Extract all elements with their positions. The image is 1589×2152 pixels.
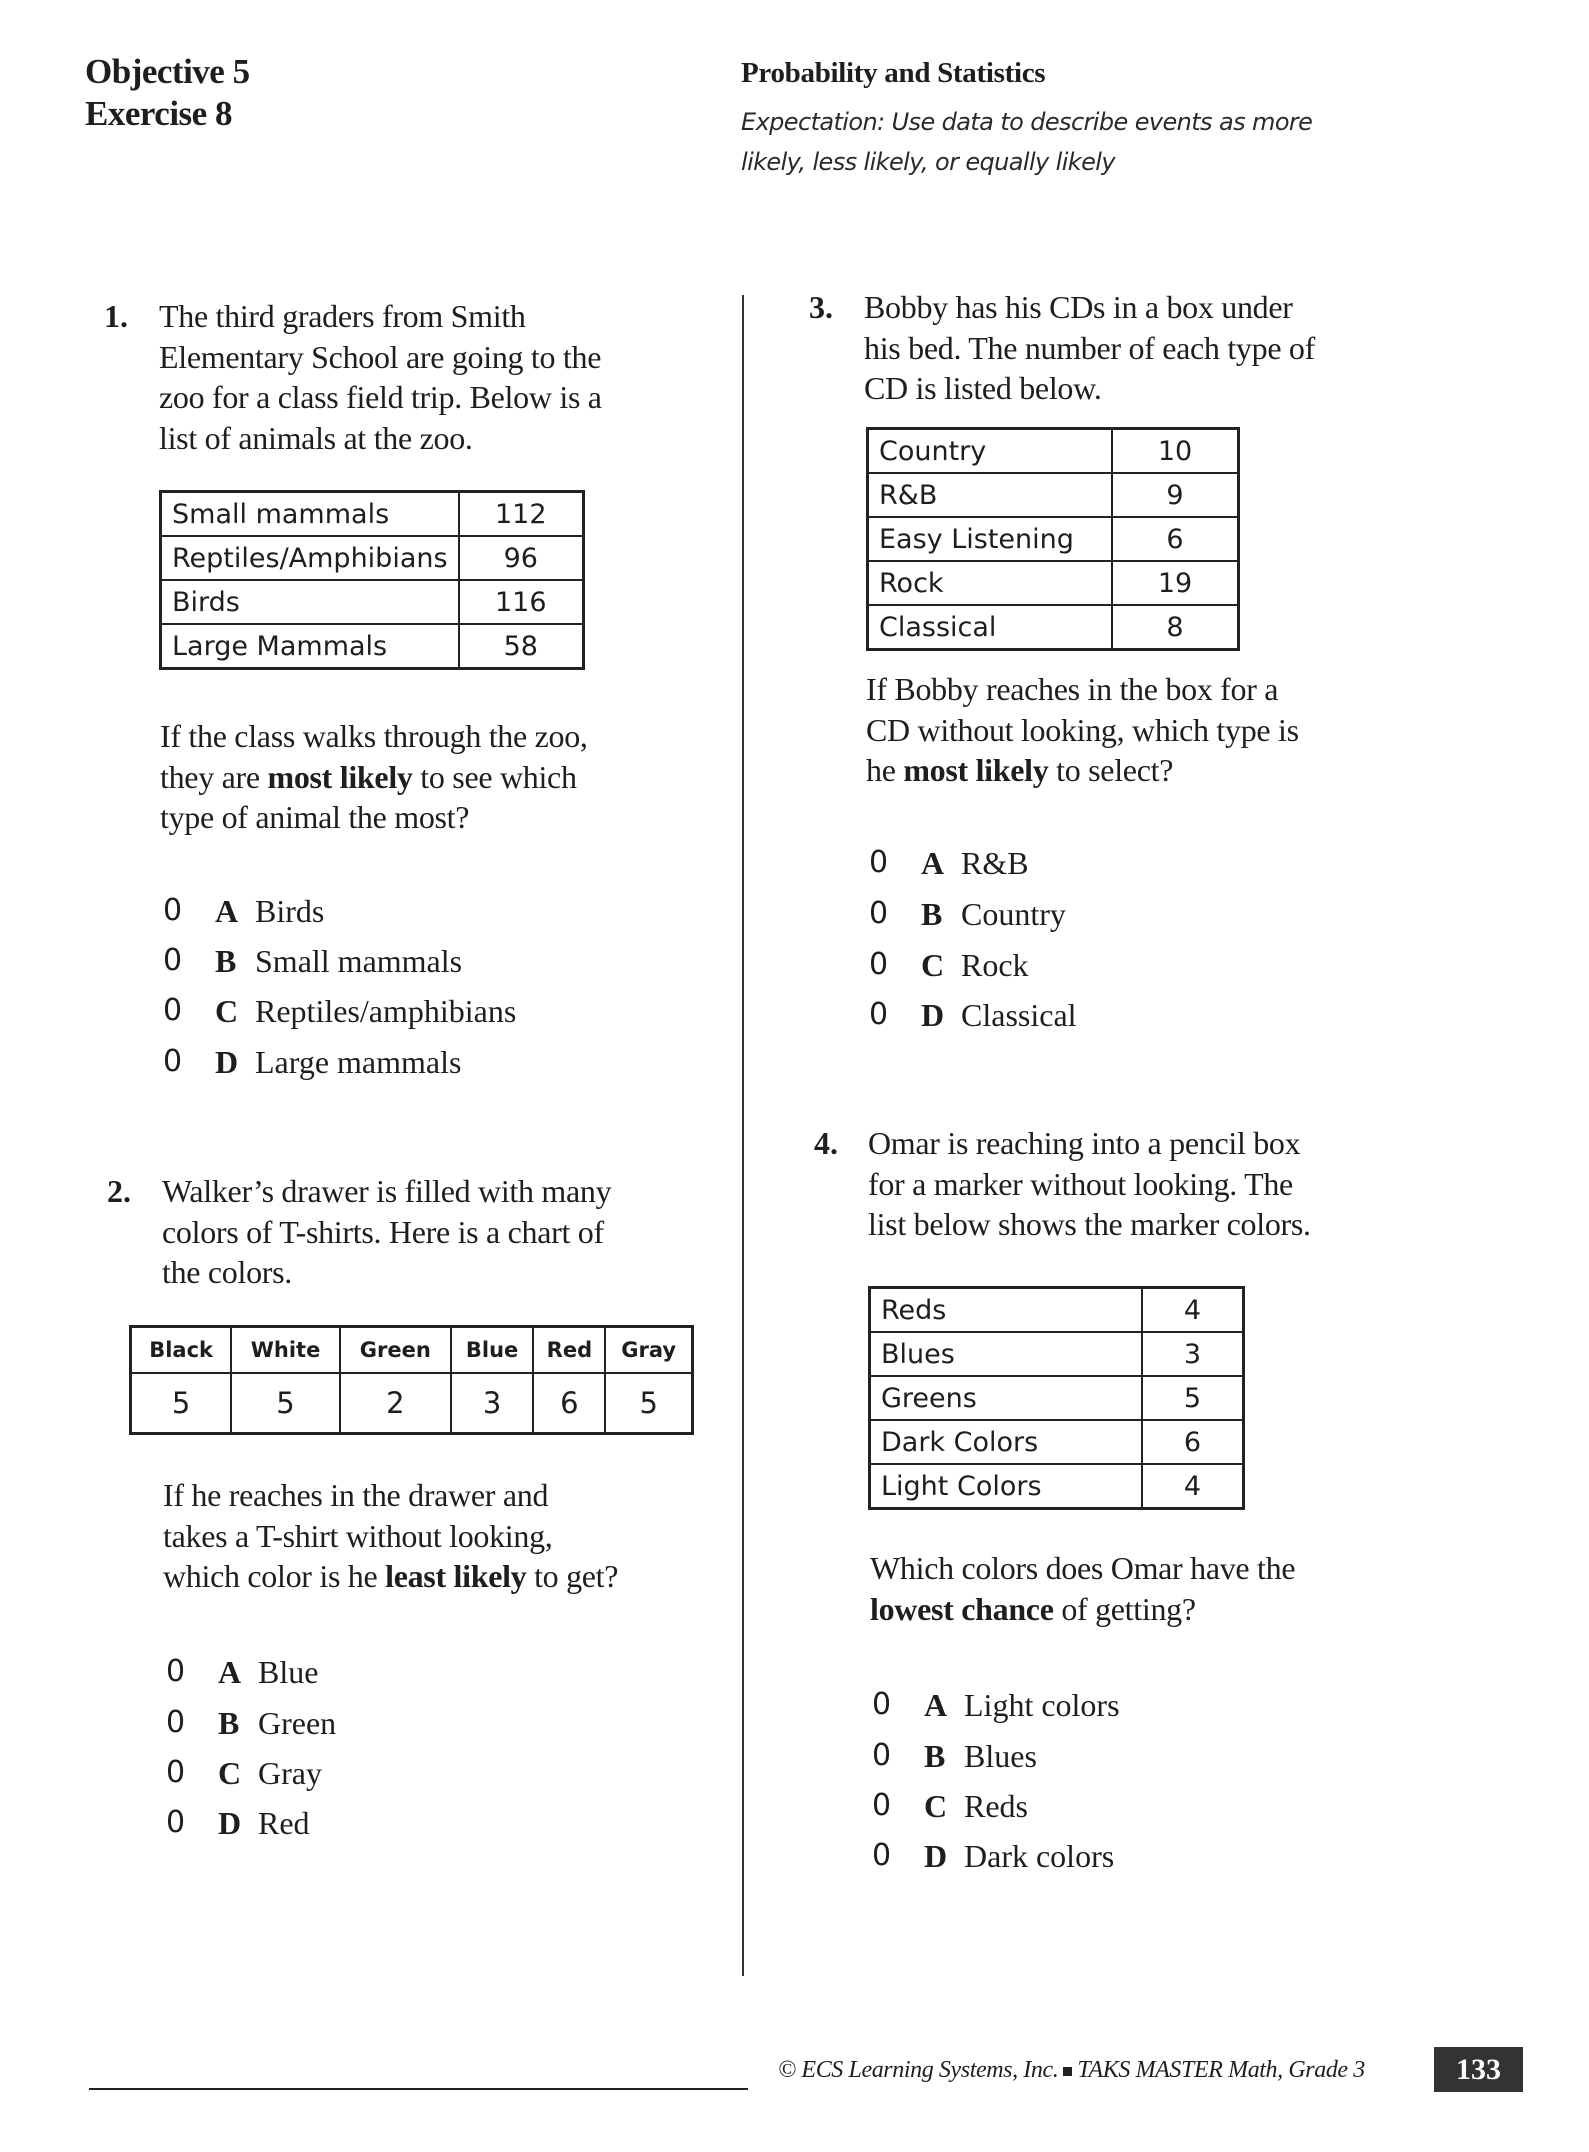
answer-bubble[interactable]: 0 bbox=[163, 1044, 183, 1079]
table-value: 6 bbox=[1142, 1420, 1244, 1464]
table-row bbox=[868, 561, 1239, 605]
answer-bubble[interactable]: 0 bbox=[163, 893, 183, 928]
table-value: 3 bbox=[1142, 1332, 1244, 1376]
answer-bubble[interactable]: 0 bbox=[869, 947, 889, 982]
table-header: Green bbox=[340, 1327, 451, 1374]
option-letter: C bbox=[218, 1755, 242, 1791]
table-row bbox=[870, 1332, 1244, 1376]
table-label: Small mammals bbox=[161, 492, 459, 537]
option-text: Classical bbox=[961, 997, 1077, 1033]
option-text: Country bbox=[961, 896, 1066, 932]
footer-rule bbox=[89, 2088, 748, 2090]
question-prompt bbox=[163, 1475, 618, 1597]
option-letter: C bbox=[924, 1788, 948, 1824]
expectation-line: likely, less likely, or equally likely bbox=[741, 148, 1115, 176]
option-text: Gray bbox=[258, 1755, 322, 1791]
prompt-line: If the class walks through the zoo, bbox=[160, 718, 588, 754]
table-value: 8 bbox=[1112, 605, 1239, 650]
table-label: Classical bbox=[868, 605, 1113, 650]
intro-line: CD is listed below. bbox=[864, 370, 1102, 406]
table-row bbox=[161, 580, 584, 624]
answer-bubble[interactable]: 0 bbox=[869, 845, 889, 880]
intro-line: his bed. The number of each type of bbox=[864, 329, 1315, 366]
prompt-line: If Bobby reaches in the box for a bbox=[866, 671, 1279, 707]
table-row bbox=[161, 536, 584, 580]
prompt-text: they are bbox=[160, 758, 268, 795]
intro-line: the colors. bbox=[162, 1254, 292, 1290]
table-label: Large Mammals bbox=[161, 624, 459, 669]
exercise-title: Exercise 8 bbox=[85, 94, 232, 133]
intro-line: zoo for a class field trip. Below is a bbox=[159, 379, 602, 415]
question-number: 2. bbox=[107, 1173, 131, 1209]
prompt-line bbox=[160, 757, 588, 798]
table-label: Country bbox=[868, 429, 1113, 474]
prompt-text: to select? bbox=[1048, 752, 1174, 788]
question-prompt bbox=[160, 716, 588, 838]
intro-line: list below shows the marker colors. bbox=[868, 1206, 1311, 1242]
option-text: Blues bbox=[964, 1738, 1037, 1774]
table-label: Greens bbox=[870, 1376, 1143, 1420]
answer-bubble[interactable]: 0 bbox=[163, 993, 183, 1028]
option-letter: A bbox=[921, 845, 945, 881]
prompt-line bbox=[870, 1589, 1295, 1630]
table-header: White bbox=[231, 1327, 340, 1374]
question-number: 4. bbox=[814, 1125, 838, 1161]
table-value: 5 bbox=[605, 1373, 692, 1434]
answer-bubble[interactable]: 0 bbox=[869, 997, 889, 1032]
table-header: Blue bbox=[451, 1327, 534, 1374]
table-row bbox=[161, 624, 584, 669]
answer-bubble[interactable]: 0 bbox=[869, 896, 889, 931]
table-label: Dark Colors bbox=[870, 1420, 1143, 1464]
table-value: 10 bbox=[1112, 429, 1239, 474]
question-number: 1. bbox=[104, 298, 128, 334]
option-letter: C bbox=[215, 993, 239, 1029]
prompt-text: to see which bbox=[412, 758, 577, 795]
expectation-line: Expectation: Use data to describe events as more bbox=[741, 108, 1313, 136]
answer-bubble[interactable]: 0 bbox=[872, 1838, 892, 1873]
prompt-line: type of animal the most? bbox=[160, 799, 470, 835]
table-value: 9 bbox=[1112, 473, 1239, 517]
table-value: 6 bbox=[533, 1373, 605, 1434]
answer-bubble[interactable]: 0 bbox=[872, 1687, 892, 1722]
answer-bubble[interactable]: 0 bbox=[166, 1705, 186, 1740]
intro-line: list of animals at the zoo. bbox=[159, 419, 473, 456]
page-number: 133 bbox=[1434, 2047, 1523, 2092]
answer-bubble[interactable]: 0 bbox=[872, 1788, 892, 1823]
option-letter: B bbox=[924, 1738, 946, 1774]
prompt-emphasis: least likely bbox=[385, 1558, 527, 1594]
table-header: Gray bbox=[605, 1327, 692, 1374]
table-value: 5 bbox=[1142, 1376, 1244, 1420]
table-row bbox=[161, 492, 584, 537]
option-letter: D bbox=[921, 997, 945, 1033]
copyright-text: © ECS Learning Systems, Inc. bbox=[778, 2057, 1059, 2083]
prompt-text: he bbox=[866, 752, 904, 788]
table-value: 5 bbox=[131, 1373, 232, 1434]
cd-types-table bbox=[866, 427, 1240, 651]
table-value: 4 bbox=[1142, 1288, 1244, 1333]
prompt-line: Which colors does Omar have the bbox=[870, 1550, 1296, 1586]
intro-line: The third graders from Smith bbox=[159, 298, 526, 334]
table-label: Reptiles/Amphibians bbox=[161, 536, 459, 580]
table-row bbox=[870, 1464, 1244, 1509]
marker-colors-table bbox=[868, 1286, 1245, 1510]
option-letter: B bbox=[215, 943, 237, 979]
table-row bbox=[131, 1373, 693, 1434]
option-text: Small mammals bbox=[255, 943, 463, 979]
question-number: 3. bbox=[809, 289, 833, 325]
option-letter: A bbox=[924, 1687, 948, 1723]
intro-line: Elementary School are going to the bbox=[159, 338, 602, 375]
intro-line: colors of T-shirts. Here is a chart of bbox=[162, 1213, 604, 1250]
option-letter: C bbox=[921, 947, 945, 983]
question-intro bbox=[868, 1123, 1311, 1245]
table-row bbox=[870, 1376, 1244, 1420]
question-intro bbox=[162, 1171, 611, 1293]
column-divider bbox=[742, 295, 744, 1976]
answer-bubble[interactable]: 0 bbox=[872, 1738, 892, 1773]
table-label: Rock bbox=[868, 561, 1113, 605]
intro-line: Bobby has his CDs in a box under bbox=[864, 289, 1293, 325]
table-value: 58 bbox=[459, 624, 584, 669]
zoo-animals-table bbox=[159, 490, 585, 670]
option-text: Large mammals bbox=[255, 1044, 462, 1080]
intro-line: for a marker without looking. The bbox=[868, 1165, 1293, 1202]
table-header: Black bbox=[131, 1327, 232, 1374]
table-value: 2 bbox=[340, 1373, 451, 1434]
table-label: Easy Listening bbox=[868, 517, 1113, 561]
prompt-text: which color is he bbox=[163, 1558, 386, 1594]
option-letter: B bbox=[218, 1705, 240, 1741]
square-bullet-icon bbox=[1063, 2067, 1072, 2076]
prompt-emphasis: most likely bbox=[267, 758, 413, 795]
intro-line: Omar is reaching into a pencil box bbox=[868, 1125, 1301, 1161]
table-label: Blues bbox=[870, 1332, 1143, 1376]
objective-title: Objective 5 bbox=[85, 52, 250, 91]
table-row bbox=[870, 1420, 1244, 1464]
table-value: 3 bbox=[451, 1373, 534, 1434]
prompt-emphasis: most likely bbox=[903, 752, 1049, 788]
intro-line: Walker’s drawer is filled with many bbox=[162, 1173, 612, 1209]
option-text: Rock bbox=[961, 947, 1029, 983]
prompt-line bbox=[163, 1556, 618, 1597]
table-row bbox=[868, 429, 1239, 474]
answer-bubble[interactable]: 0 bbox=[163, 943, 183, 978]
table-label: Birds bbox=[161, 580, 459, 624]
prompt-text: of getting? bbox=[1053, 1590, 1196, 1627]
answer-bubble[interactable]: 0 bbox=[166, 1654, 186, 1689]
option-text: Reptiles/amphibians bbox=[255, 993, 517, 1029]
table-value: 116 bbox=[459, 580, 584, 624]
prompt-line: CD without looking, which type is bbox=[866, 711, 1299, 748]
subject-title: Probability and Statistics bbox=[741, 57, 1046, 89]
option-text: Reds bbox=[964, 1788, 1028, 1824]
option-text: Red bbox=[258, 1805, 310, 1841]
question-prompt bbox=[870, 1548, 1295, 1629]
footer-credit bbox=[778, 2054, 1365, 2086]
table-row bbox=[870, 1288, 1244, 1333]
table-value: 112 bbox=[459, 492, 584, 537]
option-letter: A bbox=[215, 893, 239, 929]
prompt-text: to get? bbox=[526, 1558, 619, 1594]
table-row bbox=[868, 517, 1239, 561]
table-value: 5 bbox=[231, 1373, 340, 1434]
option-letter: D bbox=[215, 1044, 239, 1080]
table-header: Red bbox=[533, 1327, 605, 1374]
prompt-emphasis: lowest chance bbox=[870, 1590, 1054, 1627]
table-label: Light Colors bbox=[870, 1464, 1143, 1509]
book-title: TAKS MASTER Math, Grade 3 bbox=[1077, 2057, 1365, 2083]
table-label: R&B bbox=[868, 473, 1113, 517]
question-prompt bbox=[866, 669, 1299, 791]
expectation-text bbox=[741, 102, 1461, 182]
option-letter: D bbox=[218, 1805, 242, 1841]
table-value: 6 bbox=[1112, 517, 1239, 561]
table-header-row bbox=[131, 1327, 693, 1374]
option-text: Blue bbox=[258, 1654, 319, 1690]
option-letter: B bbox=[921, 896, 943, 932]
table-value: 19 bbox=[1112, 561, 1239, 605]
table-value: 96 bbox=[459, 536, 584, 580]
option-text: Birds bbox=[255, 893, 325, 929]
table-row bbox=[868, 605, 1239, 650]
option-letter: D bbox=[924, 1838, 948, 1874]
table-value: 4 bbox=[1142, 1464, 1244, 1509]
answer-bubble[interactable]: 0 bbox=[166, 1805, 186, 1840]
option-text: Dark colors bbox=[964, 1838, 1115, 1874]
tshirt-colors-table bbox=[129, 1325, 694, 1435]
table-row bbox=[868, 473, 1239, 517]
prompt-line bbox=[866, 750, 1299, 791]
option-letter: A bbox=[218, 1654, 242, 1690]
question-intro bbox=[159, 296, 602, 458]
table-label: Reds bbox=[870, 1288, 1143, 1333]
answer-bubble[interactable]: 0 bbox=[166, 1755, 186, 1790]
prompt-line: takes a T-shirt without looking, bbox=[163, 1517, 553, 1554]
option-text: Green bbox=[258, 1705, 337, 1741]
option-text: R&B bbox=[961, 845, 1029, 881]
prompt-line: If he reaches in the drawer and bbox=[163, 1477, 549, 1513]
question-intro bbox=[864, 287, 1315, 409]
option-text: Light colors bbox=[964, 1687, 1120, 1723]
